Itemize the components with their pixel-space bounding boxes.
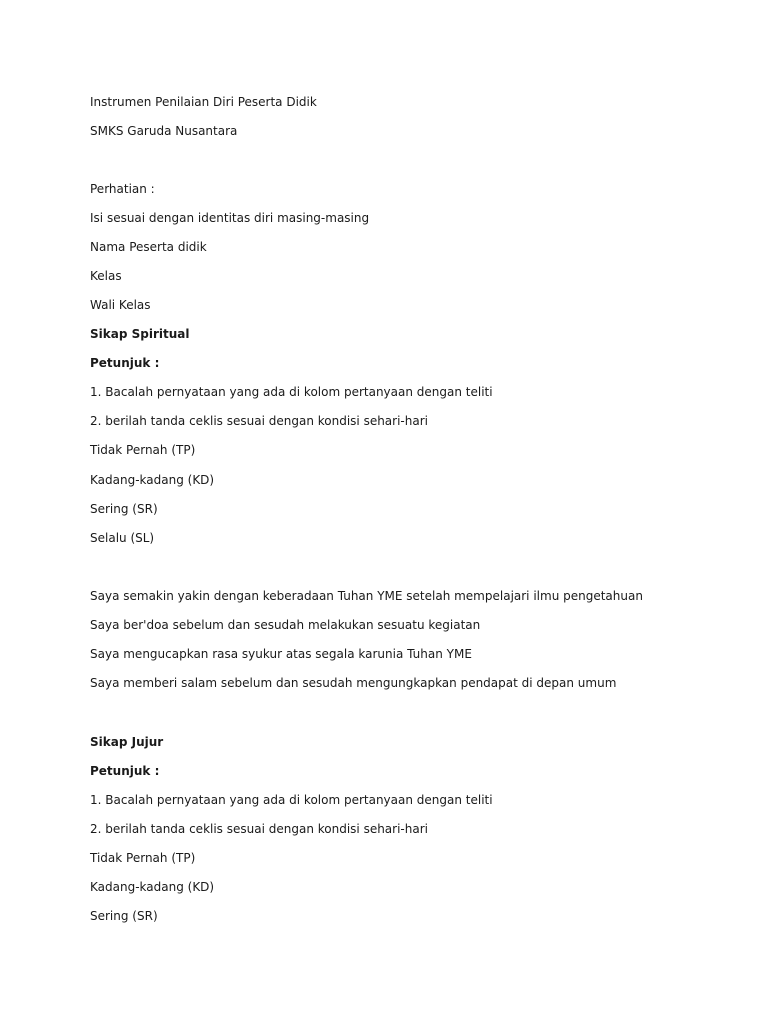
scale-item: Kadang-kadang (KD) bbox=[90, 880, 215, 894]
instruction-heading: Petunjuk : bbox=[90, 764, 160, 778]
instruction-item: 1. Bacalah pernyataan yang ada di kolom pertanyaan dengan teliti bbox=[90, 385, 493, 399]
instruction-item: 2. berilah tanda ceklis sesuai dengan kondisi sehari-hari bbox=[90, 822, 428, 836]
statement-item: Saya mengucapkan rasa syukur atas segala karunia Tuhan YME bbox=[90, 647, 472, 661]
scale-item: Sering (SR) bbox=[90, 502, 158, 516]
document-title: Instrumen Penilaian Diri Peserta Didik bbox=[90, 95, 317, 109]
attention-heading: Perhatian : bbox=[90, 182, 155, 196]
statement-item: Saya semakin yakin dengan keberadaan Tuhan YME setelah mempelajari ilmu pengetahuan bbox=[90, 589, 643, 603]
instruction-heading: Petunjuk : bbox=[90, 356, 160, 370]
section-heading-jujur: Sikap Jujur bbox=[90, 735, 164, 749]
field-homeroom-teacher: Wali Kelas bbox=[90, 298, 151, 312]
field-class: Kelas bbox=[90, 269, 122, 283]
field-student-name: Nama Peserta didik bbox=[90, 240, 207, 254]
instruction-item: 1. Bacalah pernyataan yang ada di kolom pertanyaan dengan teliti bbox=[90, 793, 493, 807]
attention-text: Isi sesuai dengan identitas diri masing-masing bbox=[90, 211, 370, 225]
statement-item: Saya memberi salam sebelum dan sesudah mengungkapkan pendapat di depan umum bbox=[90, 676, 617, 690]
scale-item: Sering (SR) bbox=[90, 909, 158, 923]
section-heading-spiritual: Sikap Spiritual bbox=[90, 327, 190, 341]
statement-item: Saya ber'doa sebelum dan sesudah melakukan sesuatu kegiatan bbox=[90, 618, 481, 632]
scale-item: Tidak Pernah (TP) bbox=[90, 851, 196, 865]
instruction-item: 2. berilah tanda ceklis sesuai dengan kondisi sehari-hari bbox=[90, 414, 428, 428]
school-name: SMKS Garuda Nusantara bbox=[90, 124, 238, 138]
scale-item: Tidak Pernah (TP) bbox=[90, 443, 196, 457]
scale-item: Selalu (SL) bbox=[90, 531, 155, 545]
scale-item: Kadang-kadang (KD) bbox=[90, 473, 215, 487]
